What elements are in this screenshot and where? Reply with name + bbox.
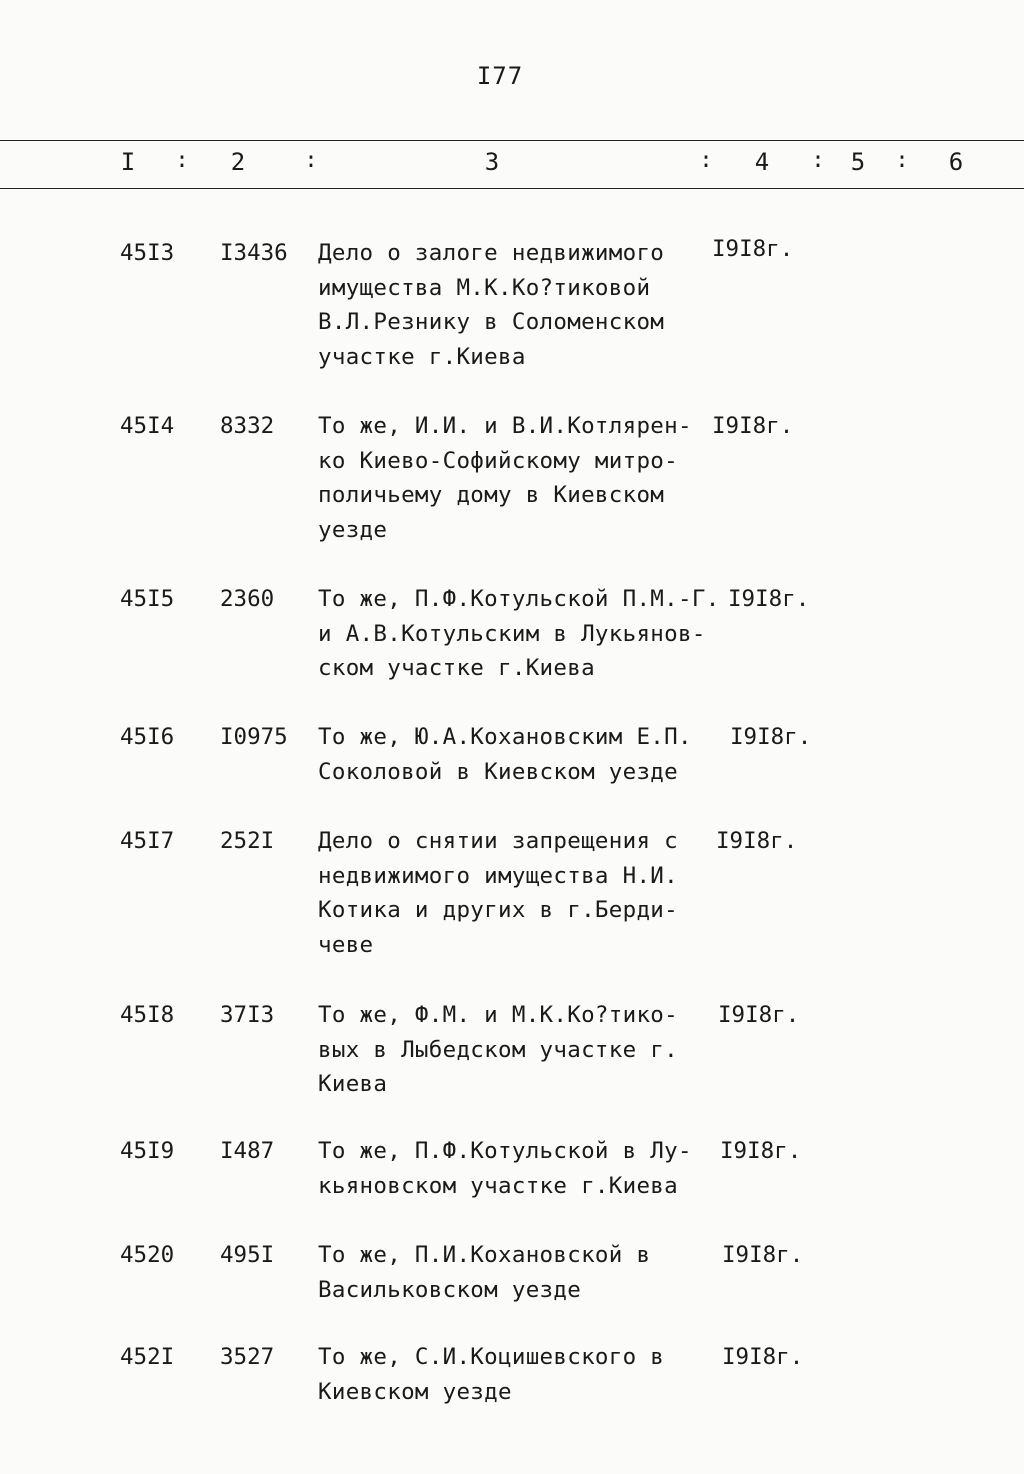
description-line: уезде [318,516,388,543]
record-description [318,824,718,962]
record-code: 495I [220,1242,275,1268]
record-code: 2360 [220,586,275,612]
column-separator: : [895,148,909,173]
record-number: 45I6 [120,724,175,750]
record-description [318,1340,718,1409]
record-description [318,409,718,547]
record-year: I9I8г. [720,1138,802,1164]
description-line: То же, Ф.М. и М.К.Ко?тико- [318,1002,678,1028]
record-number: 45I7 [120,828,175,854]
record-number: 45I8 [120,1002,175,1028]
column-header-6: 6 [948,148,964,176]
column-header-1: I [120,148,136,176]
description-line: То же, И.И. и В.И.Котлярен- [318,413,692,439]
record-year: I9I8г. [722,1242,804,1268]
record-description [318,236,718,374]
record-year: I9I8г. [722,1344,804,1370]
column-separator: : [811,148,825,173]
description-line: В.Л.Резнику в Соломенском [318,309,665,335]
record-code: 37I3 [220,1002,275,1028]
description-line: То же, П.Ф.Котульской в Лу- [318,1138,692,1164]
record-year: I9I8г. [712,413,794,439]
description-line: Котика и других в г.Берди- [318,897,678,923]
record-description [318,720,718,789]
record-code: 252I [220,828,275,854]
column-separator: : [175,148,189,173]
column-header-row [0,142,1024,186]
description-line: кьяновском участке г.Киева [318,1172,678,1199]
record-number: 452I [120,1344,175,1370]
description-line: поличьему дому в Киевском [318,482,665,508]
description-line: Киевском уезде [318,1378,512,1405]
column-header-2: 2 [230,148,246,176]
description-line: ко Киево-Софийскому митро- [318,447,678,474]
record-code: 3527 [220,1344,275,1370]
header-top-rule [0,140,1024,141]
record-number: 45I3 [120,240,175,266]
description-line: То же, П.Ф.Котульской П.М.-Г. [318,586,720,612]
description-line: Дело о залоге недвижимого [318,240,665,266]
description-line: Соколовой в Киевском уезде [318,758,678,785]
column-header-4: 4 [754,148,770,176]
record-description [318,582,718,686]
description-line: То же, Ю.А.Кохановским Е.П. [318,724,692,750]
description-line: имущества М.К.Ко?тиковой [318,274,651,301]
record-code: I487 [220,1138,275,1164]
description-line: Васильковском уезде [318,1276,582,1303]
description-line: То же, С.И.Коцишевского в [318,1344,665,1370]
record-number: 45I5 [120,586,175,612]
record-year: I9I8г. [730,724,812,750]
header-bottom-rule [0,188,1024,189]
description-line: вых в Лыбедском участке г. [318,1036,678,1063]
description-line: Киева [318,1071,388,1097]
column-separator: : [699,148,713,173]
description-line: ском участке г.Киева [318,655,595,681]
record-description [318,1238,718,1307]
page-number: I77 [476,62,524,90]
description-line: Дело о снятии запрещения с [318,828,678,854]
column-header-3: 3 [484,148,500,176]
description-line: недвижимого имущества Н.И. [318,862,678,889]
description-line: участке г.Киева [318,343,526,370]
record-description [318,998,718,1102]
record-number: 45I4 [120,413,175,439]
record-year: I9I8г. [728,586,810,612]
record-year: I9I8г. [712,236,794,262]
record-code: I3436 [220,240,288,266]
description-line: чеве [318,931,374,958]
record-year: I9I8г. [718,1002,800,1028]
record-number: 45I9 [120,1138,175,1164]
record-description [318,1134,718,1203]
description-line: и А.В.Котульским в Лукьянов- [318,620,706,647]
record-number: 4520 [120,1242,175,1268]
description-line: То же, П.И.Кохановской в [318,1242,651,1268]
column-separator: : [304,148,318,173]
record-year: I9I8г. [716,828,798,854]
column-header-5: 5 [850,148,866,176]
record-code: 8332 [220,413,275,439]
record-code: I0975 [220,724,288,750]
